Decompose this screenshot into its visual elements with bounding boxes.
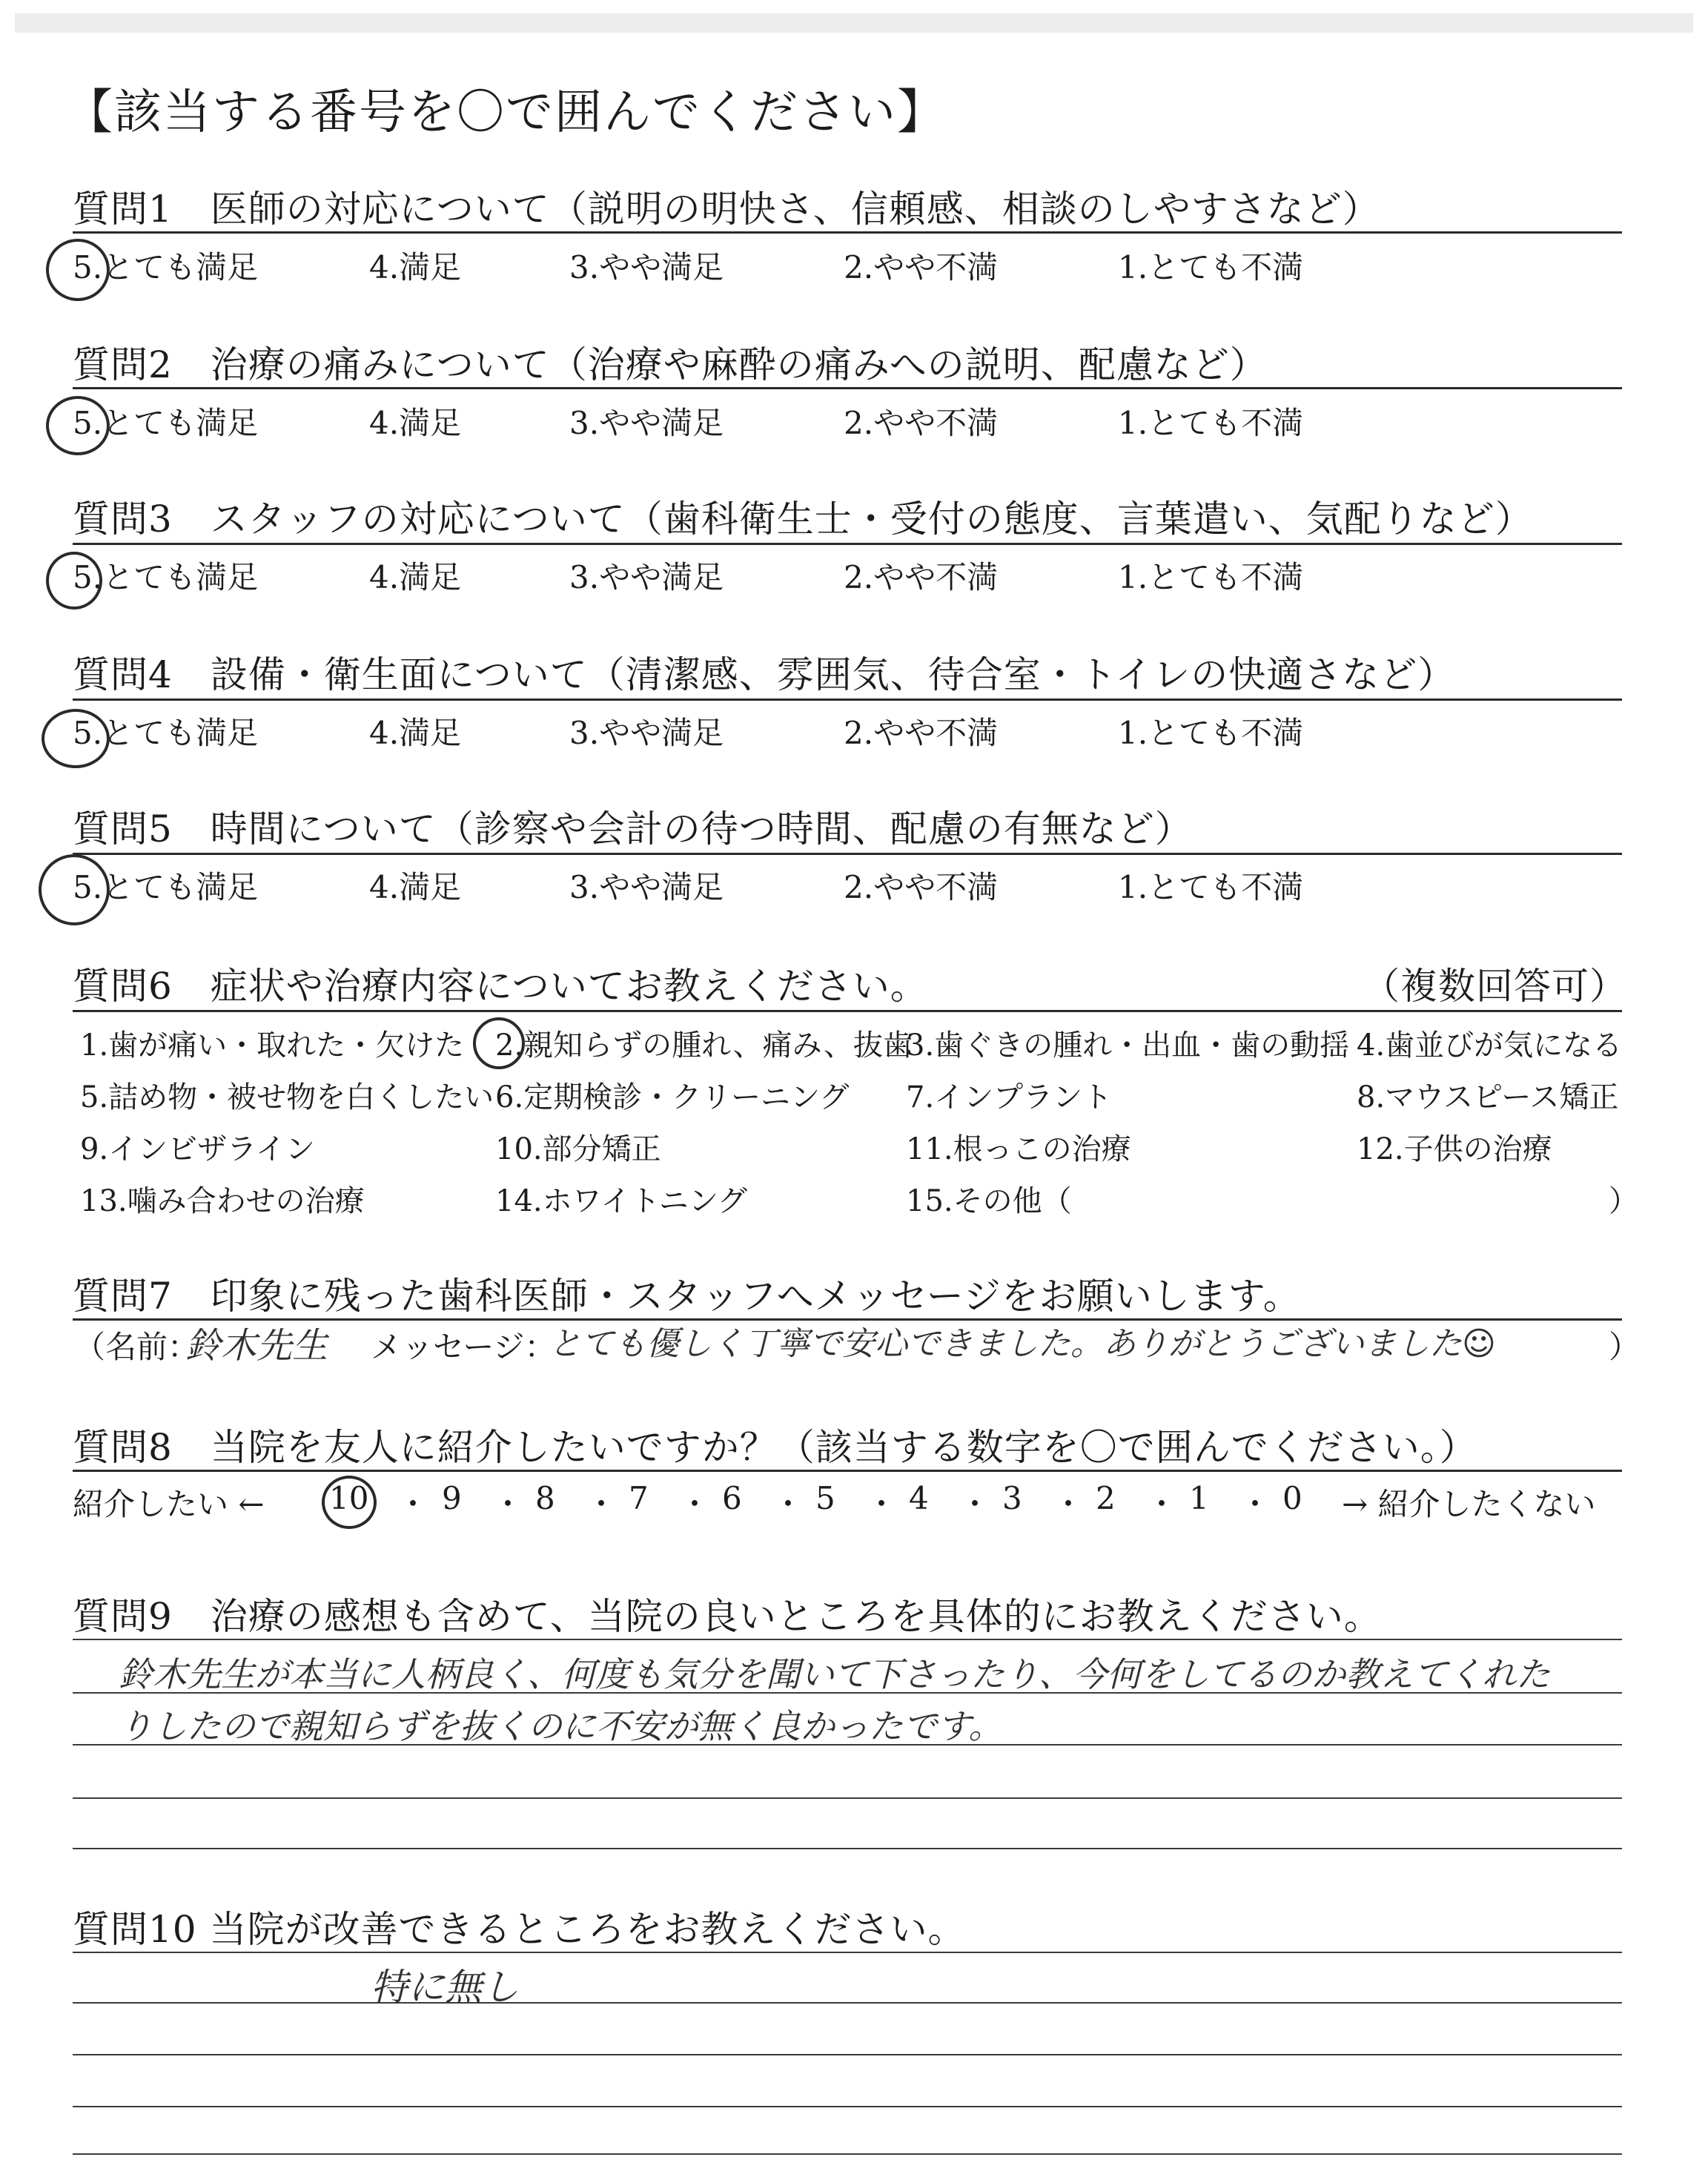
q8-scale-7[interactable]: 7 (629, 1480, 649, 1516)
q8-scale-dot: ・ (397, 1486, 429, 1522)
q2-option-2[interactable]: 2.やや不満 (844, 405, 999, 441)
q10-answer-handwritten[interactable]: 特に無し (371, 1966, 519, 2009)
q7-name-handwritten[interactable]: 鈴木先生 (185, 1325, 328, 1367)
q2-selection-circle (46, 396, 110, 455)
q2-option-5[interactable]: 5.とても満足 (73, 405, 259, 441)
q6-item-2[interactable]: 2.親知らずの腫れ、痛み、抜歯 (495, 1028, 913, 1063)
q4-option-1[interactable]: 1.とても不満 (1118, 715, 1304, 751)
q9-answer-line-1[interactable]: 鈴木先生が本当に人柄良く、何度も気分を聞いて下さったり、今何をしてるのか教えてくれた (119, 1654, 1551, 1694)
q2-option-3[interactable]: 3.やや満足 (569, 405, 724, 441)
q7-message-label: メッセージ： (371, 1329, 556, 1365)
q6-item-10[interactable]: 10.部分矯正 (495, 1132, 661, 1166)
q1-option-3[interactable]: 3.やや満足 (569, 249, 724, 285)
q5-selection-circle (39, 854, 110, 925)
page-title: 【該当する番号を〇で囲んでください】 (65, 85, 946, 140)
q8-scale-0[interactable]: 0 (1282, 1480, 1302, 1516)
q3-option-4[interactable]: 4.満足 (369, 559, 462, 595)
q9-answer-rule-1 (73, 1639, 1622, 1640)
q10-answer-rule-2 (73, 2002, 1622, 2004)
question-5-rule (73, 853, 1622, 855)
question-5-title: 質問5 時間について（診察や会計の待つ時間、配慮の有無など） (73, 807, 1193, 851)
q8-scale-4[interactable]: 4 (909, 1480, 929, 1516)
q8-scale-dot: ・ (1053, 1486, 1085, 1522)
q10-answer-rule-1 (73, 1952, 1622, 1953)
question-8-rule (73, 1470, 1622, 1472)
q3-selection-circle (46, 552, 102, 610)
q6-item-11[interactable]: 11.根っこの治療 (906, 1132, 1131, 1166)
q1-option-5[interactable]: 5.とても満足 (73, 249, 259, 285)
q4-option-2[interactable]: 2.やや不満 (844, 715, 999, 751)
q10-answer-rule-4 (73, 2106, 1622, 2107)
q3-option-5[interactable]: 5.とても満足 (73, 559, 259, 595)
q7-close-paren: ） (1609, 1329, 1641, 1365)
q8-scale-1[interactable]: 1 (1189, 1480, 1209, 1516)
q6-item-13[interactable]: 13.噛み合わせの治療 (80, 1184, 365, 1218)
q8-left-label: 紹介したい ← (73, 1486, 265, 1522)
q3-option-2[interactable]: 2.やや不満 (844, 559, 999, 595)
question-9-title: 質問9 治療の感想も含めて、当院の良いところを具体的にお教えください。 (73, 1595, 1382, 1638)
question-8-title: 質問8 当院を友人に紹介したいですか？（該当する数字を〇で囲んでください。） (73, 1426, 1477, 1469)
q8-selection-circle (322, 1476, 377, 1529)
question-2-rule (73, 387, 1622, 389)
q10-answer-rule-5 (73, 2153, 1622, 2155)
q6-item-6[interactable]: 6.定期検診・クリーニング (495, 1080, 850, 1114)
question-3-title: 質問3 スタッフの対応について（歯科衛生士・受付の態度、言葉遣い、気配りなど） (73, 498, 1533, 541)
q8-scale-3[interactable]: 3 (1002, 1480, 1022, 1516)
q8-scale-dot: ・ (959, 1486, 991, 1522)
q1-option-4[interactable]: 4.満足 (369, 249, 462, 285)
q2-option-1[interactable]: 1.とても不満 (1118, 405, 1304, 441)
q8-scale-dot: ・ (492, 1486, 524, 1522)
q6-item-14[interactable]: 14.ホワイトニング (495, 1184, 748, 1218)
q2-option-4[interactable]: 4.満足 (369, 405, 462, 441)
q4-selection-circle (42, 709, 110, 768)
q3-option-1[interactable]: 1.とても不満 (1118, 559, 1304, 595)
q8-scale-dot: ・ (679, 1486, 711, 1522)
q8-scale-dot: ・ (866, 1486, 898, 1522)
question-3-rule (73, 543, 1622, 545)
q7-name-label: （名前： (74, 1329, 199, 1365)
q5-option-5[interactable]: 5.とても満足 (73, 869, 259, 905)
q8-scale-dot: ・ (1239, 1486, 1271, 1522)
q8-scale-10[interactable]: 10 (329, 1480, 369, 1516)
q6-item-15[interactable]: 15.その他（ (906, 1184, 1072, 1218)
q6-item-15-close: ） (1609, 1184, 1638, 1218)
q1-option-1[interactable]: 1.とても不満 (1118, 249, 1304, 285)
question-10-title: 質問10 当院が改善できるところをお教えください。 (73, 1908, 966, 1951)
q8-scale-dot: ・ (772, 1486, 804, 1522)
question-6-rule (73, 1010, 1622, 1012)
q6-item-12[interactable]: 12.子供の治療 (1357, 1132, 1552, 1166)
q9-answer-rule-5 (73, 1848, 1622, 1849)
question-1-rule (73, 231, 1622, 234)
q6-item-9[interactable]: 9.インビザライン (80, 1132, 315, 1166)
q9-answer-line-2[interactable]: りしたので親知らずを抜くのに不安が無く良かったです。 (119, 1706, 1003, 1746)
scan-edge (15, 13, 1693, 33)
q8-scale-5[interactable]: 5 (815, 1480, 835, 1516)
q6-item-3[interactable]: 3.歯ぐきの腫れ・出血・歯の動揺 (906, 1028, 1350, 1063)
q6-item-7[interactable]: 7.インプラント (906, 1080, 1113, 1114)
q9-answer-rule-4 (73, 1797, 1622, 1799)
q4-option-5[interactable]: 5.とても満足 (73, 715, 259, 751)
q6-selection-circle (473, 1017, 525, 1069)
question-1-title: 質問1 医師の対応について（説明の明快さ、信頼感、相談のしやすさなど） (73, 188, 1380, 231)
q8-right-label: → 紹介したくない (1342, 1486, 1596, 1522)
q5-option-1[interactable]: 1.とても不満 (1118, 869, 1304, 905)
question-4-title: 質問4 設備・衛生面について（清潔感、雰囲気、待合室・トイレの快適さなど） (73, 653, 1456, 696)
q1-option-2[interactable]: 2.やや不満 (844, 249, 999, 285)
q8-scale-2[interactable]: 2 (1096, 1480, 1116, 1516)
question-2-title: 質問2 治療の痛みについて（治療や麻酔の痛みへの説明、配慮など） (73, 343, 1268, 386)
q5-option-2[interactable]: 2.やや不満 (844, 869, 999, 905)
q4-option-4[interactable]: 4.満足 (369, 715, 462, 751)
question-6-note: （複数回答可） (1363, 965, 1627, 1008)
question-6-title: 質問6 症状や治療内容についてお教えください。 (73, 965, 928, 1008)
q6-item-4[interactable]: 4.歯並びが気になる (1357, 1028, 1623, 1063)
q5-option-4[interactable]: 4.満足 (369, 869, 462, 905)
q8-scale-6[interactable]: 6 (722, 1480, 742, 1516)
q6-item-1[interactable]: 1.歯が痛い・取れた・欠けた (80, 1028, 465, 1063)
q5-option-3[interactable]: 3.やや満足 (569, 869, 724, 905)
question-4-rule (73, 698, 1622, 701)
q10-answer-rule-3 (73, 2054, 1622, 2055)
q6-item-8[interactable]: 8.マウスピース矯正 (1357, 1080, 1619, 1114)
q8-scale-dot: ・ (1146, 1486, 1178, 1522)
question-7-title: 質問7 印象に残った歯科医師・スタッフへメッセージをお願いします。 (73, 1275, 1301, 1318)
q4-option-3[interactable]: 3.やや満足 (569, 715, 724, 751)
q6-item-5[interactable]: 5.詰め物・被せ物を白くしたい (80, 1080, 494, 1114)
q8-scale-9[interactable]: 9 (442, 1480, 462, 1516)
q8-scale-8[interactable]: 8 (535, 1480, 555, 1516)
q3-option-3[interactable]: 3.やや満足 (569, 559, 724, 595)
q1-selection-circle (46, 239, 110, 301)
q8-scale-dot: ・ (586, 1486, 618, 1522)
q7-message-handwritten[interactable]: とても優しく丁寧で安心できました。ありがとうございました☺ (549, 1325, 1496, 1363)
